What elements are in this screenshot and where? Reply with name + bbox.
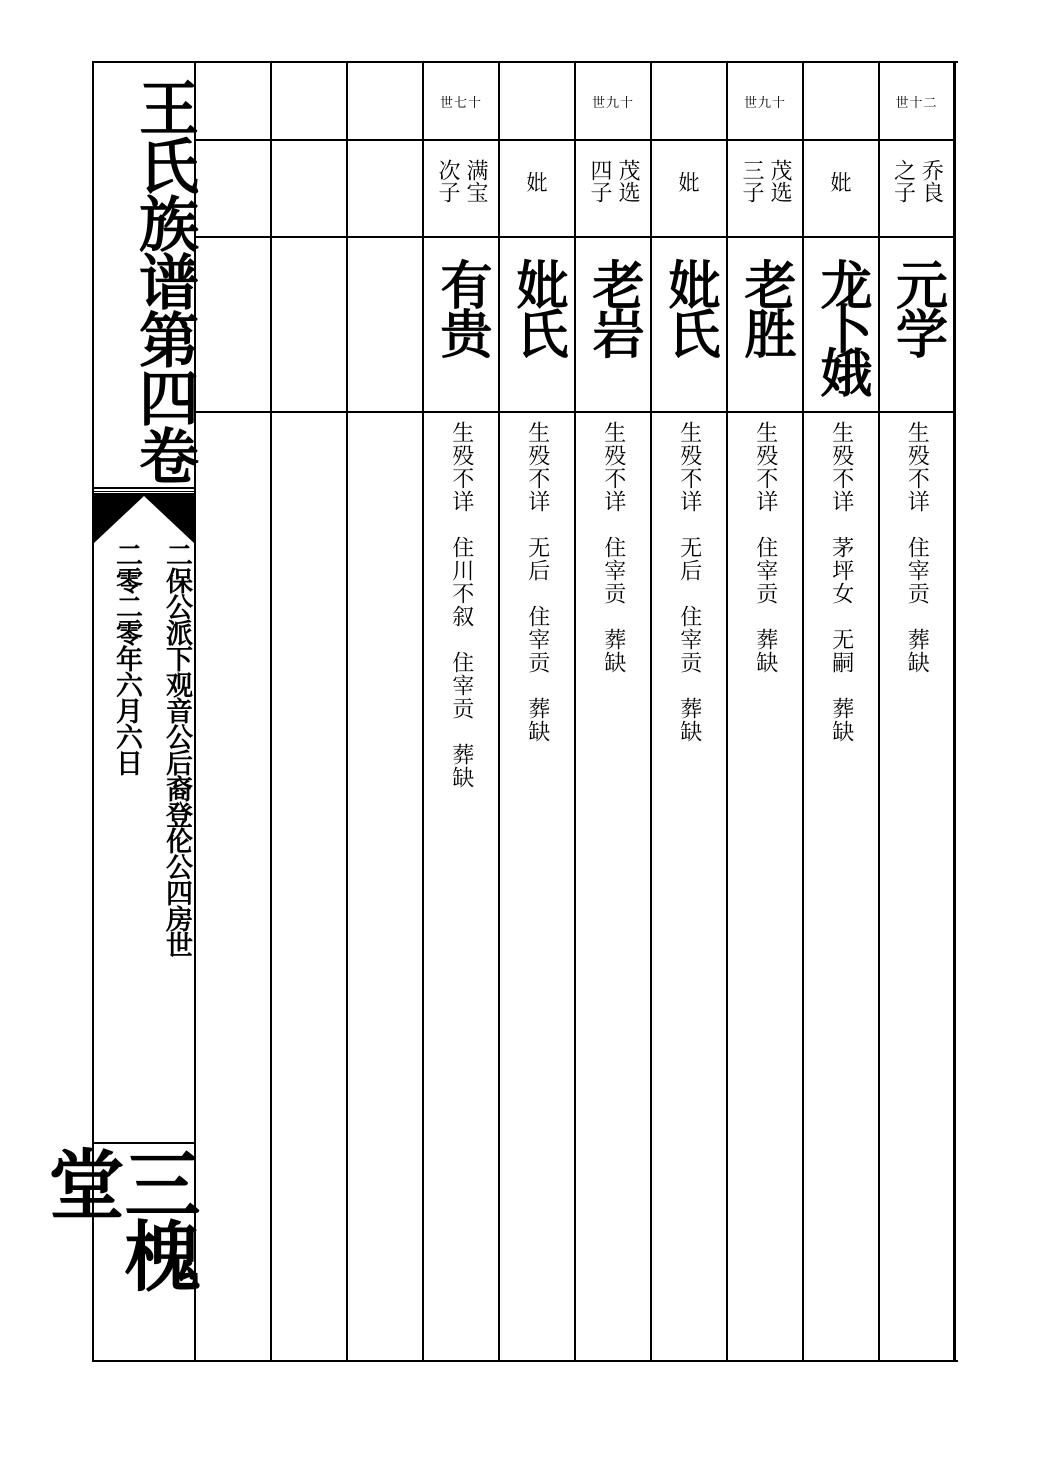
relation-text: [728, 159, 802, 229]
name-cell: [424, 238, 498, 413]
name-cell: [728, 238, 802, 413]
name-cell: [652, 238, 726, 413]
relation-cell: [196, 141, 270, 238]
generation-label: 世七十: [439, 95, 482, 111]
generation-cell: [728, 63, 802, 141]
genealogy-column: [880, 63, 956, 1360]
genealogy-column: [348, 63, 424, 1360]
generation-label: 世九十: [591, 95, 634, 111]
note-cell: [652, 413, 726, 1360]
banner-divider: [94, 487, 194, 489]
banner-divider-thin: [94, 491, 194, 492]
relation-cell: [424, 141, 498, 238]
relation-line: 乔良: [918, 159, 944, 203]
person-note: 生殁不详 无后 住宰贡 葬缺: [524, 421, 550, 743]
note-cell: [728, 413, 802, 1360]
genealogy-column: [728, 63, 804, 1360]
person-name: 龙卜娥: [811, 258, 872, 390]
genealogy-grid: [194, 61, 958, 1362]
name-cell: [272, 238, 346, 413]
relation-cell: [652, 141, 726, 238]
relation-line: 茂选: [615, 159, 640, 203]
person-note: 生殁不详 茅坪女 无嗣 葬缺: [828, 421, 854, 743]
book-title: 王氏族谱第四卷: [129, 76, 199, 483]
genealogy-column: [804, 63, 880, 1360]
generation-cell: [880, 63, 953, 141]
relation-line: 四子: [587, 159, 612, 203]
relation-text: [424, 159, 498, 229]
relation-line: 之子: [890, 159, 916, 203]
relation-cell: [576, 141, 650, 238]
person-name: 老胜: [735, 258, 796, 356]
page-banner: [36, 61, 201, 1362]
generation-cell: [652, 63, 726, 141]
genealogy-column: [424, 63, 500, 1360]
generation-cell: [804, 63, 878, 141]
name-cell: [880, 238, 953, 413]
note-cell: [348, 413, 422, 1360]
generation-cell: [424, 63, 498, 141]
note-cell: [576, 413, 650, 1360]
genealogy-page: [36, 61, 958, 1362]
person-note: 生殁不详 住宰贡 葬缺: [904, 421, 930, 674]
genealogy-column: [576, 63, 652, 1360]
relation-line: 茂选: [767, 159, 792, 203]
relation-line: 三子: [739, 159, 764, 203]
generation-label: 世九十: [743, 95, 786, 111]
note-cell: [500, 413, 574, 1360]
generation-cell: [348, 63, 422, 141]
person-note: 生殁不详 住宰贡 葬缺: [752, 421, 778, 674]
spouse-marker: 妣: [526, 171, 548, 195]
hall-name: 三槐堂: [36, 1145, 201, 1289]
person-name: 妣氏: [659, 258, 720, 356]
relation-cell: [348, 141, 422, 238]
generation-cell: [272, 63, 346, 141]
relation-cell: [728, 141, 802, 238]
person-name: 老岩: [583, 258, 644, 356]
note-cell: [880, 413, 953, 1360]
person-name: 元学: [886, 258, 948, 356]
genealogy-column: [500, 63, 576, 1360]
genealogy-column: [652, 63, 728, 1360]
person-name: 有贵: [431, 258, 492, 356]
name-cell: [348, 238, 422, 413]
person-name: 妣氏: [507, 258, 568, 356]
relation-line: 满宝: [463, 159, 488, 203]
generation-label: 世十二: [895, 95, 938, 111]
generation-cell: [196, 63, 270, 141]
relation-cell: [804, 141, 878, 238]
fish-tail-mark: [94, 493, 194, 543]
person-note: 生殁不详 住川不叙 住宰贡 葬缺: [448, 421, 474, 789]
name-cell: [576, 238, 650, 413]
relation-cell: [272, 141, 346, 238]
generation-cell: [576, 63, 650, 141]
relation-text: [576, 159, 650, 229]
note-cell: [196, 413, 270, 1360]
note-cell: [272, 413, 346, 1360]
genealogy-column: [196, 63, 272, 1360]
compile-date: 二零二零年六月六日: [111, 541, 142, 775]
name-cell: [500, 238, 574, 413]
person-note: 生殁不详 无后 住宰贡 葬缺: [676, 421, 702, 743]
note-cell: [424, 413, 498, 1360]
relation-cell: [500, 141, 574, 238]
spouse-marker: 妣: [830, 171, 852, 195]
relation-text: [880, 159, 953, 229]
hall-divider: [94, 1142, 194, 1144]
genealogy-column: [272, 63, 348, 1360]
lineage-description: 二保公派下观音公后裔登伦公四房世: [161, 541, 192, 957]
relation-cell: [880, 141, 953, 238]
generation-cell: [500, 63, 574, 141]
name-cell: [804, 238, 878, 413]
spouse-marker: 妣: [678, 171, 700, 195]
name-cell: [196, 238, 270, 413]
relation-line: 次子: [435, 159, 460, 203]
note-cell: [804, 413, 878, 1360]
person-note: 生殁不详 住宰贡 葬缺: [600, 421, 626, 674]
